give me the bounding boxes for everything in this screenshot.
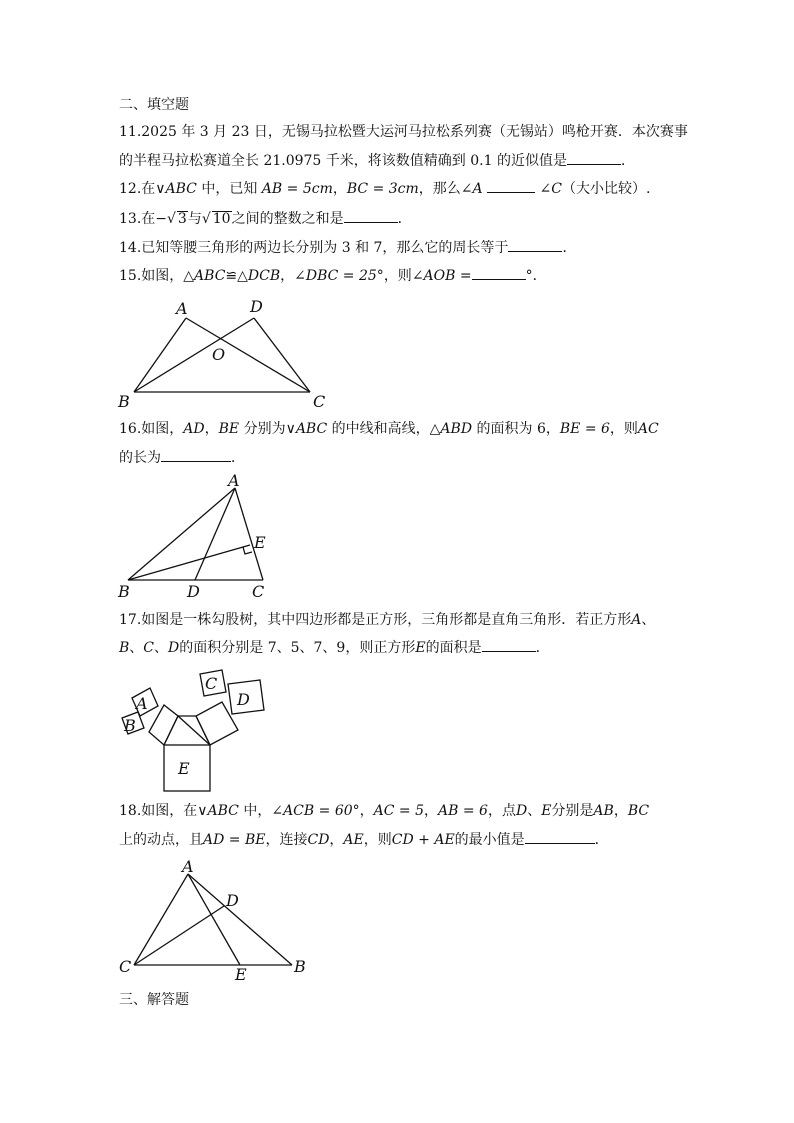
q12-line <box>119 178 650 199</box>
q11-end: ． <box>620 153 635 169</box>
q17-label-c: C <box>205 674 218 693</box>
q18-text-1: 中， <box>238 803 272 819</box>
q14-end: ． <box>562 240 577 256</box>
q18-text-6: ，则 <box>363 832 392 848</box>
q18-line2 <box>119 829 609 850</box>
q16-segment-ad <box>195 488 235 580</box>
q13-num: 13.在 <box>119 211 156 227</box>
q16-end: ． <box>231 450 245 466</box>
q16-ad: AD <box>183 421 205 437</box>
q17-square-left-mid <box>149 705 178 745</box>
q18-text-5: ，连接 <box>265 832 308 848</box>
q15-label-o: O <box>212 345 226 364</box>
q15-figure <box>110 292 340 414</box>
q18-expression: CD + AE <box>391 832 455 848</box>
q15-triangle-abc: △ABC <box>183 268 226 284</box>
q16-ac: AC <box>637 421 659 437</box>
q12-angle-symbol: ∠ <box>539 181 552 197</box>
q15-segment-bd <box>134 318 254 392</box>
q11-answer-blank[interactable] <box>567 150 621 165</box>
q16-be-value: BE = 6 <box>559 421 610 437</box>
q16-label-a: A <box>228 471 240 490</box>
q17-text-3: 的面积是 <box>425 640 482 656</box>
q18-ab: AB = 6 <box>438 803 488 819</box>
q16-text-4: ，则 <box>609 421 638 437</box>
q18-angle: ∠ACB = 60° <box>271 803 360 819</box>
q16-line2 <box>119 447 245 468</box>
q18-comma-2: ， <box>424 803 439 819</box>
q18-text-7: 的最小值是 <box>454 832 525 848</box>
q13-end: ． <box>397 211 412 227</box>
q18-line1 <box>119 801 649 821</box>
q12-end: （大小比较）. <box>562 181 651 197</box>
q17-b: B <box>119 640 130 656</box>
q17-sep-1: 、 <box>641 612 656 628</box>
q17-label-a: A <box>136 694 148 713</box>
q18-comma-4: ， <box>329 832 344 848</box>
q17-label-d: D <box>237 690 250 709</box>
q18-text-2: ，点 <box>487 803 516 819</box>
q17-line1 <box>119 610 655 630</box>
q18-label-d: D <box>226 891 239 910</box>
q17-c: C <box>143 640 155 656</box>
q14-line <box>119 237 576 258</box>
q15-line <box>119 265 547 286</box>
q18-ae: AE <box>343 832 364 848</box>
q15-ask: ∠AOB = <box>411 268 472 284</box>
q12-text-2: ，那么∠ <box>418 181 473 197</box>
q18-cd: CD <box>307 832 330 848</box>
q18-segment-ae <box>188 874 240 965</box>
q16-text-5: 的长为 <box>119 450 161 466</box>
q17-text-1: 17.如图是一株勾股树，其中四边形都是正方形，三角形都是直角三角形．若正方形 <box>119 612 632 628</box>
q15-comma: ， <box>280 268 295 284</box>
q12-comma: ， <box>332 181 347 197</box>
q16-triangle: ∨ABC <box>285 421 328 437</box>
q18-text-3: 分别是 <box>551 803 594 819</box>
q13-sqrt3: 3 <box>177 211 187 227</box>
q17-d: D <box>168 640 180 656</box>
q15-answer-blank[interactable] <box>472 265 526 280</box>
q18-label-a: A <box>182 857 194 876</box>
q18-label-e: E <box>235 965 247 984</box>
q18-num: 18.如图，在 <box>119 803 198 819</box>
q18-figure <box>112 852 312 984</box>
q13-line: 13.在−√ 3与√ 10之间的整数之和是 ． <box>119 208 412 229</box>
q16-num: 16.如图， <box>119 421 184 437</box>
q12-text: 中，已知 <box>196 181 262 197</box>
q17-figure <box>114 664 274 796</box>
q15-label-c: C <box>313 392 326 411</box>
q16-text-1: 分别为 <box>239 421 286 437</box>
q17-end: ． <box>535 640 550 656</box>
q12-num: 12.在 <box>119 181 156 197</box>
q13-text: 之间的整数之和是 <box>231 211 344 227</box>
q17-sep-3: 、 <box>154 640 169 656</box>
q18-ab-2: AB <box>593 803 614 819</box>
q15-label-b: B <box>118 392 130 411</box>
q18-triangle: ∨ABC <box>197 803 239 819</box>
q17-a: A <box>631 612 642 628</box>
q12-triangle: ∨ABC <box>155 181 197 197</box>
q16-segment-ba <box>128 488 235 580</box>
q16-label-b: B <box>118 582 130 601</box>
q16-label-d: D <box>187 582 200 601</box>
q16-right-angle-mark <box>243 547 252 554</box>
q15-segment-dc <box>254 318 310 392</box>
q16-comma: ， <box>204 421 219 437</box>
q16-label-e: E <box>254 533 266 552</box>
q16-segment-be <box>128 545 250 580</box>
q14-text: 14.已知等腰三角形的两边长分别为 3 和 7，那么它的周长等于 <box>119 240 509 256</box>
q16-triangle-abd: △ABD <box>429 421 473 437</box>
q15-label-a: A <box>176 299 188 318</box>
q11-line1: 11.2025 年 3 月 23 日，无锡马拉松暨大运河马拉松系列赛（无锡站）鸣枪开赛．本次赛事 <box>119 124 688 140</box>
q18-answer-blank[interactable] <box>525 829 595 844</box>
q18-ad-be: AD = BE <box>203 832 266 848</box>
q15-angle: ∠DBC = 25° <box>294 268 384 284</box>
q18-e: E <box>541 803 552 819</box>
q15-num: 15.如图， <box>119 268 184 284</box>
q15-then: ，则 <box>383 268 412 284</box>
q15-congruent: ≌ <box>225 268 238 284</box>
q13-neg: − <box>155 211 167 227</box>
q16-line1 <box>119 419 659 439</box>
q13-answer-blank[interactable] <box>344 208 398 223</box>
q16-label-c: C <box>252 582 265 601</box>
q18-segment-cd <box>134 906 224 965</box>
q13-with: 与 <box>187 211 202 227</box>
q15-end: °． <box>525 268 547 284</box>
q16-text-3: 的面积为 6， <box>472 421 560 437</box>
q12-bc: BC = 3cm <box>346 181 419 197</box>
q12-angle-c: C <box>551 181 562 197</box>
q18-text-4: 上的动点，且 <box>119 832 203 848</box>
q11-text: 的半程马拉松赛道全长 21.0975 千米，将该数值精确到 0.1 的近似值是 <box>119 153 567 169</box>
q16-text-2: 的中线和高线， <box>327 421 430 437</box>
q15-label-d: D <box>250 297 263 316</box>
q17-sep-2: 、 <box>129 640 144 656</box>
q17-e: E <box>415 640 426 656</box>
q18-label-b: B <box>294 957 306 976</box>
q15-segment-ba <box>134 318 186 392</box>
section-heading-solve: 三、解答题 <box>119 992 189 1008</box>
q17-answer-blank[interactable] <box>482 637 536 652</box>
q18-label-c: C <box>119 957 132 976</box>
q16-answer-blank[interactable] <box>161 447 231 462</box>
q12-ab: AB = 5cm <box>261 181 333 197</box>
q12-answer-blank[interactable] <box>487 178 535 193</box>
q16-figure <box>110 470 280 602</box>
q18-d: D <box>515 803 528 819</box>
q16-be: BE <box>218 421 240 437</box>
q18-comma-1: ， <box>359 803 374 819</box>
q17-label-e: E <box>178 759 190 778</box>
section-heading-fill-blank: 二、填空题 <box>119 97 189 113</box>
q15-segment-ac <box>186 318 310 392</box>
q13-sqrt10: 10 <box>212 211 231 227</box>
q15-triangle-dcb: △DCB <box>237 268 281 284</box>
q18-comma-3: ， <box>613 803 628 819</box>
q18-end: ． <box>594 832 609 848</box>
q17-line2 <box>119 637 550 658</box>
q18-sep: 、 <box>527 803 542 819</box>
q14-answer-blank[interactable] <box>508 237 562 252</box>
q18-segment-ca <box>134 874 188 965</box>
q17-label-b: B <box>124 716 136 735</box>
q17-text-2: 的面积分别是 7、5、7、9，则正方形 <box>179 640 416 656</box>
q12-angle-a: A <box>472 181 483 197</box>
q18-bc: BC <box>627 803 650 819</box>
q11-line2 <box>119 150 635 171</box>
q18-ac: AC = 5 <box>373 803 425 819</box>
